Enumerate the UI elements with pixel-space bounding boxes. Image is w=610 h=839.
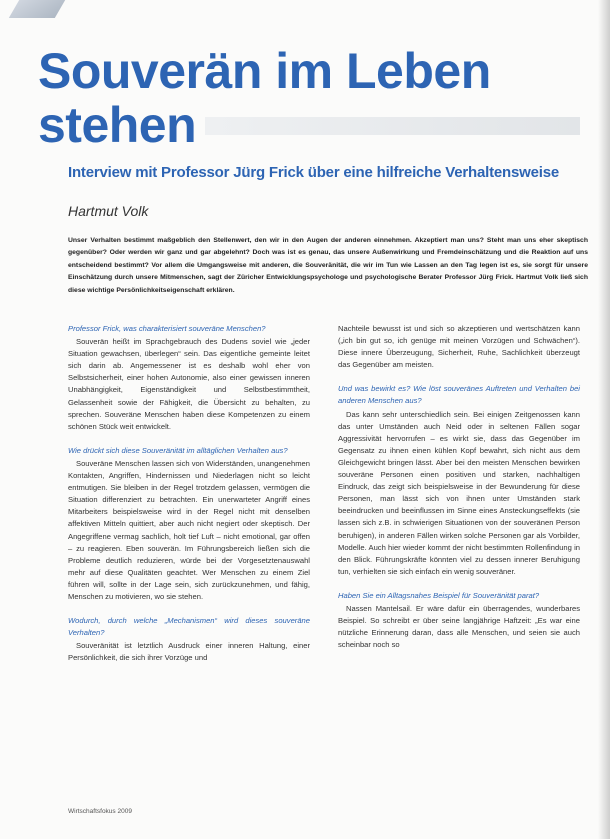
headline-line-1: Souverän im Leben: [38, 43, 491, 99]
interview-question: Haben Sie ein Alltagsnahes Beispiel für Souveränität parat?: [338, 590, 540, 600]
article-subtitle: Interview mit Professor Jürg Frick über eine hilfreiche Verhaltensweise: [68, 164, 559, 181]
interview-answer: Nassen Mantelsail. Er wäre dafür ein überragendes, wunderbares Beispiel. So schreibt er über seine langjährige Haftzeit: „Es war eine nützliche Erinnerung daran, dass alle Menschen, und seien sie auch scheinbar noch so: [338, 603, 580, 650]
interview-question: Und was bewirkt es? Wie löst souveränes Auftreten und Verhalten bei anderen Menschen aus?: [338, 384, 580, 406]
interview-question: Wie drückt sich diese Souveränität im alltäglichen Verhalten aus?: [68, 445, 288, 455]
interview-answer: Souverän heißt im Sprachgebrauch des Dudens soviel wie „jeder Situation gewachsen, überlegen“ sein. Das eigentliche gemeinte leitet sich darin ab. Angemessener ist es deshalb wohl eher von Selbstsicherheit, einer hohen Autonomie, also einer gewissen inneren Unabhängigkeit, Eigenständigkeit und Selbstbestimmtheit, Gelassenheit sowie der Fähigkeit, die Übersicht zu behalten, zu sprechen. Souveräne Menschen haben diese Kompetenzen zu einem schönen Stück weit entwickelt.: [68, 337, 310, 431]
interview-answer: Souveränität ist letztlich Ausdruck einer inneren Haltung, einer Persönlichkeit, die sich ihrer Vorzüge und: [68, 641, 310, 663]
interview-question: Professor Frick, was charakterisiert souveräne Menschen?: [68, 324, 266, 333]
corner-tab-decoration: [9, 0, 65, 18]
article-lead: Unser Verhalten bestimmt maßgeblich den Stellenwert, den wir in den Augen der anderen einnehmen. Akzeptiert man uns? Steht man uns eher skeptisch gegenüber? Oder werden wir ganz und gar abgelehnt? Doch was ist es genau, das unsere Außenwirkung und Fremdeinschätzung und die Reaktion auf uns entscheidend bestimmt? Vor allem die Umgangsweise mit anderen, die Souveränität, die wir im Tun wie Lassen an den Tag legen ist es, sie sorgt für unsere Einschätzung durch unsere Mitmenschen, sagt der Züricher Entwicklungspsychologe und psychologische Berater Professor Jürg Frick. Hartmut Volk ließ sich diese wichtige Persönlichkeitseigenschaft erklären.: [68, 237, 588, 294]
page-edge-shadow: [598, 0, 610, 839]
left-column: [68, 323, 310, 664]
article-headline: [38, 44, 491, 152]
page-footer: Wirtschaftsfokus 2009: [68, 808, 132, 815]
interview-answer: Das kann sehr unterschiedlich sein. Bei einigen Zeitgenossen kann das unter Umständen auch Neid oder in seltenen Fällen sogar Aggressivität hervorrufen – es wirkt sie, dass das Gegenüber im Gegensatz zu ihnen einen kühlen Kopf bewahrt, sich nicht aus dem Gleichgewicht bringen lässt. Aber bei den meisten Menschen bewirken souveräne Personen einen positiven und starken, nachhaltigen Eindruck, das zeigt sich beispielsweise in der Bewunderung für diese Personen, man lässt sich von ihnen unter Umständen stark beeindrucken und beeinflussen im Sinne eines Ansteckungseffekts (sie lassen sich z.B. in schwierigen Situationen von der souveränen Person beruhigen), in anderen Fällen wirken solche Personen gar als Vorbilder, Modelle. Auch hier wieder kommt der nicht bestimmten Rollenfindung in den Blick. Führungskräfte könnten viel zu dessen innerer Beruhigung tun, verhielten sie sich einfach ein wenig souveräner.: [338, 409, 580, 576]
article-author: Hartmut Volk: [68, 203, 149, 219]
right-column: [338, 323, 580, 651]
interview-answer: Souveräne Menschen lassen sich von Widerständen, unangenehmen Kontakten, Angriffen, Hindernissen und Niederlagen nicht so leicht entmutigen. Sie bleiben in der Regel trotzdem gelassen, vermögen die Situation differenziert zu betrachten. Ein unerwarteter Angriff eines Mitarbeiters beispielsweise wird in der Regel nicht mit denselben affektiven Mitteln quittiert, aber auch nicht negiert oder skeptisch. Der Angegriffene vermag sachlich, holt tief Luft – nicht emotional, gar offen – zu reagieren. Eben souverän. Im Führungsbereich ließen sich die Probleme deutlich reduzieren, würde bei der Vorgesetztenauswahl mehr auf diese Qualitäten geachtet. Wer Menschen zu einem Ziel führen will, sollte in der Lage sein, sich zurückzunehmen, und fähig, Menschen zu motivieren, wo sie stehen.: [68, 458, 310, 601]
interview-answer-continued: Nachteile bewusst ist und sich so akzeptieren und wertschätzen kann („ich bin gut so, ich genüge mit meinen Vorzügen und Schwächen“). Diese innere Überzeugung, Sicherheit, Ruhe, Sachlichkeit überzeugt das Gegenüber am meisten.: [338, 324, 580, 370]
interview-question: Wodurch, durch welche „Mechanismen“ wird dieses souveräne Verhalten?: [68, 616, 310, 638]
headline-line-2: stehen: [38, 97, 197, 153]
headline-decorative-bar: [205, 117, 580, 135]
